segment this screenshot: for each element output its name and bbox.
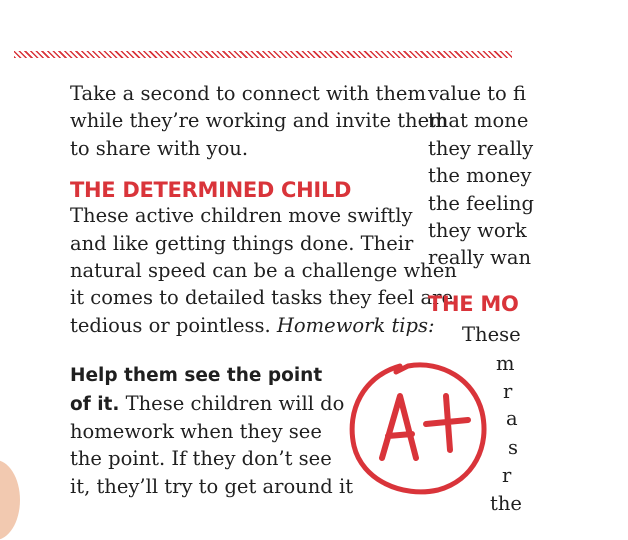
body-line: homework when they see bbox=[70, 420, 322, 444]
body-line: and like getting things done. Their bbox=[70, 231, 414, 255]
wrapped-fragment: a bbox=[506, 407, 518, 430]
body-line: it, they’ll try to get around it bbox=[70, 474, 354, 498]
body-line bbox=[70, 312, 435, 339]
section-heading-partial: THE MO bbox=[428, 291, 519, 316]
wrapped-fragment: s bbox=[508, 436, 519, 459]
section-heading-determined: THE DETERMINED CHILD bbox=[70, 178, 352, 203]
right-column bbox=[428, 80, 628, 316]
wrapped-fragment: r bbox=[503, 380, 513, 403]
body-line: the feeling bbox=[428, 191, 534, 215]
photo-edge bbox=[0, 460, 20, 540]
a-plus-drawing bbox=[342, 350, 494, 502]
body-line: they really bbox=[428, 136, 534, 160]
body-line: These active children move swiftly bbox=[70, 204, 413, 228]
homework-tips-label: Homework tips: bbox=[276, 313, 435, 337]
tip-text: These children will do bbox=[119, 391, 345, 415]
body-line: it comes to detailed tasks they feel are bbox=[70, 286, 453, 310]
tip-subheading: Help them see the point bbox=[70, 365, 323, 387]
body-line: value to fi bbox=[428, 82, 526, 105]
body-text: tedious or pointless. bbox=[70, 313, 271, 337]
a-plus-grade-icon bbox=[342, 350, 494, 502]
wrapped-fragment: the bbox=[490, 492, 522, 515]
wrapped-fragment: r bbox=[502, 464, 512, 487]
body-line: the money bbox=[428, 164, 532, 188]
body-line: really wan bbox=[428, 246, 532, 270]
body-line: natural speed can be a challenge when bbox=[70, 259, 457, 283]
wrapped-fragment: m bbox=[496, 352, 515, 375]
body-line: they work bbox=[428, 219, 527, 243]
tip-subheading: of it. bbox=[70, 393, 120, 415]
decorative-stripe bbox=[14, 51, 512, 58]
intro-line: to share with you. bbox=[70, 136, 249, 160]
body-line: that mone bbox=[428, 109, 529, 133]
intro-line: while they’re working and invite them bbox=[70, 109, 448, 133]
wrapped-fragment: These bbox=[462, 323, 521, 346]
body-line: the point. If they don’t see bbox=[70, 447, 332, 471]
intro-line: Take a second to connect with them bbox=[70, 82, 426, 105]
